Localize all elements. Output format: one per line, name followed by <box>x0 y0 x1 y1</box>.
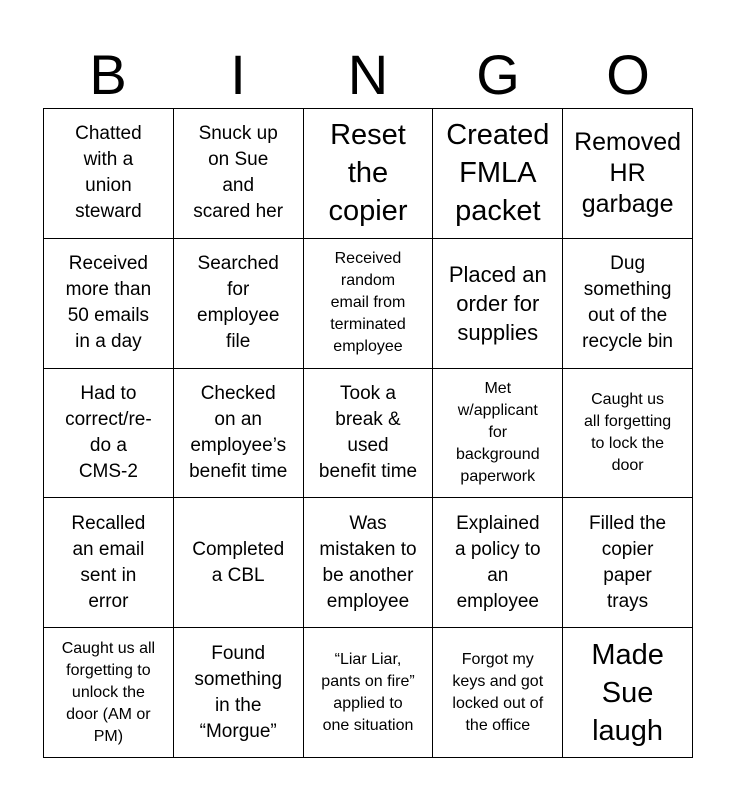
bingo-cell[interactable] <box>174 369 304 499</box>
header-letter-i: I <box>230 43 246 106</box>
cell-text: Placed an order for supplies <box>448 261 547 345</box>
bingo-cell[interactable] <box>44 239 174 369</box>
bingo-cell[interactable] <box>563 109 693 239</box>
bingo-cell[interactable] <box>563 239 693 369</box>
bingo-grid <box>43 108 693 758</box>
bingo-cell[interactable] <box>433 498 563 628</box>
cell-text: Searched for employee file <box>197 253 280 353</box>
bingo-cell[interactable] <box>44 628 174 758</box>
bingo-cell[interactable] <box>174 239 304 369</box>
bingo-cell[interactable] <box>433 369 563 499</box>
bingo-header <box>43 42 693 108</box>
cell-text: Completed a CBL <box>192 538 285 586</box>
bingo-cell[interactable] <box>304 239 434 369</box>
cell-text: Caught us all forgetting to lock the door <box>584 390 672 474</box>
cell-text: Received more than 50 emails in a day <box>65 253 152 353</box>
cell-text: Recalled an email sent in error <box>71 512 146 612</box>
bingo-cell[interactable] <box>433 239 563 369</box>
bingo-cell[interactable] <box>304 369 434 499</box>
header-letter-n: N <box>347 43 389 106</box>
header-letter-b: B <box>89 43 127 106</box>
bingo-cell[interactable] <box>563 369 693 499</box>
cell-text: Snuck up on Sue and scared her <box>193 123 284 223</box>
cell-text: Received random email from terminated employee <box>330 250 406 356</box>
cell-text: Met w/applicant for background paperwork <box>455 379 540 485</box>
cell-text: Made Sue laugh <box>591 638 664 747</box>
bingo-cell[interactable] <box>563 498 693 628</box>
cell-text: Removed HR garbage <box>574 127 682 218</box>
bingo-cell[interactable] <box>44 369 174 499</box>
cell-text: “Liar Liar, pants on fire” applied to one situation <box>321 650 415 734</box>
cell-text: Created FMLA packet <box>446 119 550 228</box>
cell-text: Was mistaken to be another employee <box>319 512 417 612</box>
bingo-cell[interactable] <box>433 109 563 239</box>
cell-text: Took a break & used benefit time <box>318 382 418 482</box>
cell-text: Caught us all forgetting to unlock the door (AM or PM) <box>61 639 156 745</box>
bingo-cell[interactable] <box>44 109 174 239</box>
bingo-cell[interactable] <box>433 628 563 758</box>
header-letter-o: O <box>606 43 650 106</box>
bingo-cell[interactable] <box>174 109 304 239</box>
bingo-cell[interactable] <box>304 628 434 758</box>
cell-text: Had to correct/re- do a CMS-2 <box>65 382 152 482</box>
cell-text: Chatted with a union steward <box>75 123 142 223</box>
cell-text: Checked on an employee’s benefit time <box>189 382 288 482</box>
bingo-cell[interactable] <box>304 109 434 239</box>
cell-text: Reset the copier <box>328 119 408 228</box>
cell-text: Filled the copier paper trays <box>589 512 667 612</box>
header-letter-g: G <box>476 43 520 106</box>
cell-text: Explained a policy to an employee <box>455 512 541 612</box>
bingo-cell[interactable] <box>44 498 174 628</box>
bingo-cell[interactable] <box>304 498 434 628</box>
cell-text: Found something in the “Morgue” <box>194 642 283 742</box>
bingo-cell[interactable] <box>174 498 304 628</box>
bingo-cell[interactable] <box>174 628 304 758</box>
cell-text: Forgot my keys and got locked out of the office <box>452 650 544 734</box>
cell-text: Dug something out of the recycle bin <box>582 253 673 353</box>
bingo-cell[interactable] <box>563 628 693 758</box>
